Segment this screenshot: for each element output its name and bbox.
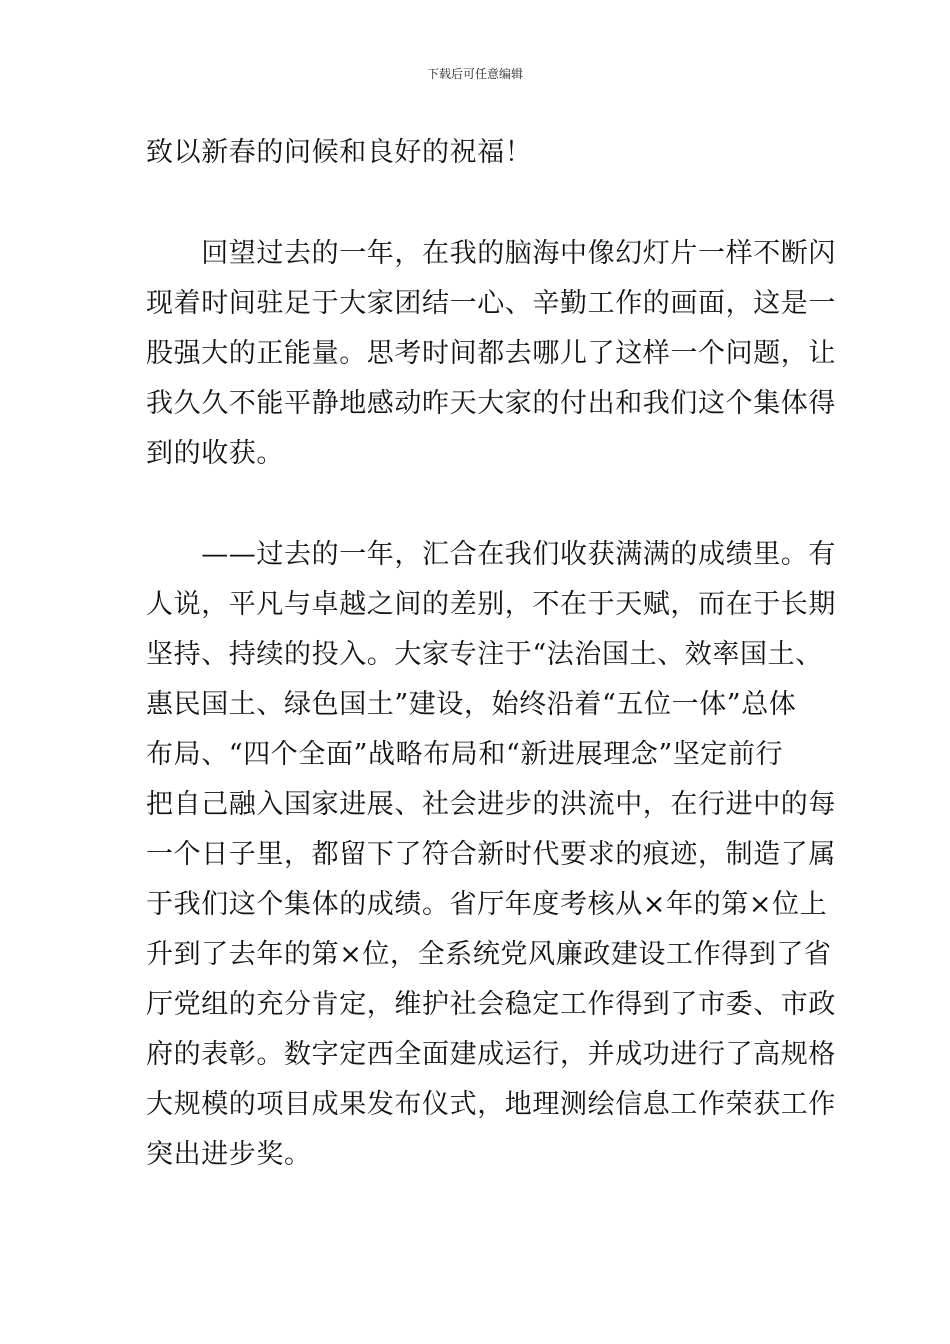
text-line: 现着时间驻足于大家团结一心、辛勤工作的画面，这是一 [146, 288, 836, 319]
text-line: 突出进步奖。 [146, 1139, 312, 1170]
text-line: 府的表彰。数字定西全面建成运行，并成功进行了高规格 [146, 1039, 836, 1070]
paragraph-review [146, 229, 836, 479]
text-line: 我久久不能平静地感动昨天大家的付出和我们这个集体得 [146, 388, 836, 419]
text-line: 升到了去年的第×位，全系统党风廉政建设工作得到了省 [146, 939, 832, 970]
text-line: 大规模的项目成果发布仪式，地理测绘信息工作荣获工作 [146, 1089, 836, 1120]
paragraph-achievements [146, 530, 836, 1180]
text-line: 把自己融入国家进展、社会进步的洪流中，在行进中的每 [146, 789, 836, 820]
text-line: 股强大的正能量。思考时间都去哪儿了这样一个问题，让 [146, 338, 836, 369]
text-line: 厅党组的充分肯定，维护社会稳定工作得到了市委、市政 [146, 989, 836, 1020]
text-line: 坚持、持续的投入。大家专注于“法治国土、效率国土、 [146, 639, 823, 670]
page-header: 下载后可任意编辑 [426, 67, 523, 81]
text-line: 布局、“四个全面”战略布局和“新进展理念”坚定前行 [146, 739, 784, 770]
text-line: 回望过去的一年，在我的脑海中像幻灯片一样不断闪 [146, 238, 836, 269]
text-line: 人说，平凡与卓越之间的差别，不在于天赋，而在于长期 [146, 589, 836, 620]
text-line: 到的收获。 [146, 438, 284, 469]
document-body [146, 128, 836, 1180]
text-line: 致以新春的问候和良好的祝福！ [146, 137, 533, 168]
paragraph-spacer [146, 178, 810, 229]
text-line: ——过去的一年，汇合在我们收获满满的成绩里。有 [146, 539, 836, 570]
text-line: 惠民国土、绿色国土”建设，始终沿着“五位一体”总体 [146, 689, 797, 720]
text-line: 一个日子里，都留下了符合新时代要求的痕迹，制造了属 [146, 839, 836, 870]
paragraph-greeting [146, 128, 810, 178]
paragraph-spacer [146, 479, 810, 530]
text-line: 于我们这个集体的成绩。省厅年度考核从×年的第×位上 [146, 889, 828, 920]
